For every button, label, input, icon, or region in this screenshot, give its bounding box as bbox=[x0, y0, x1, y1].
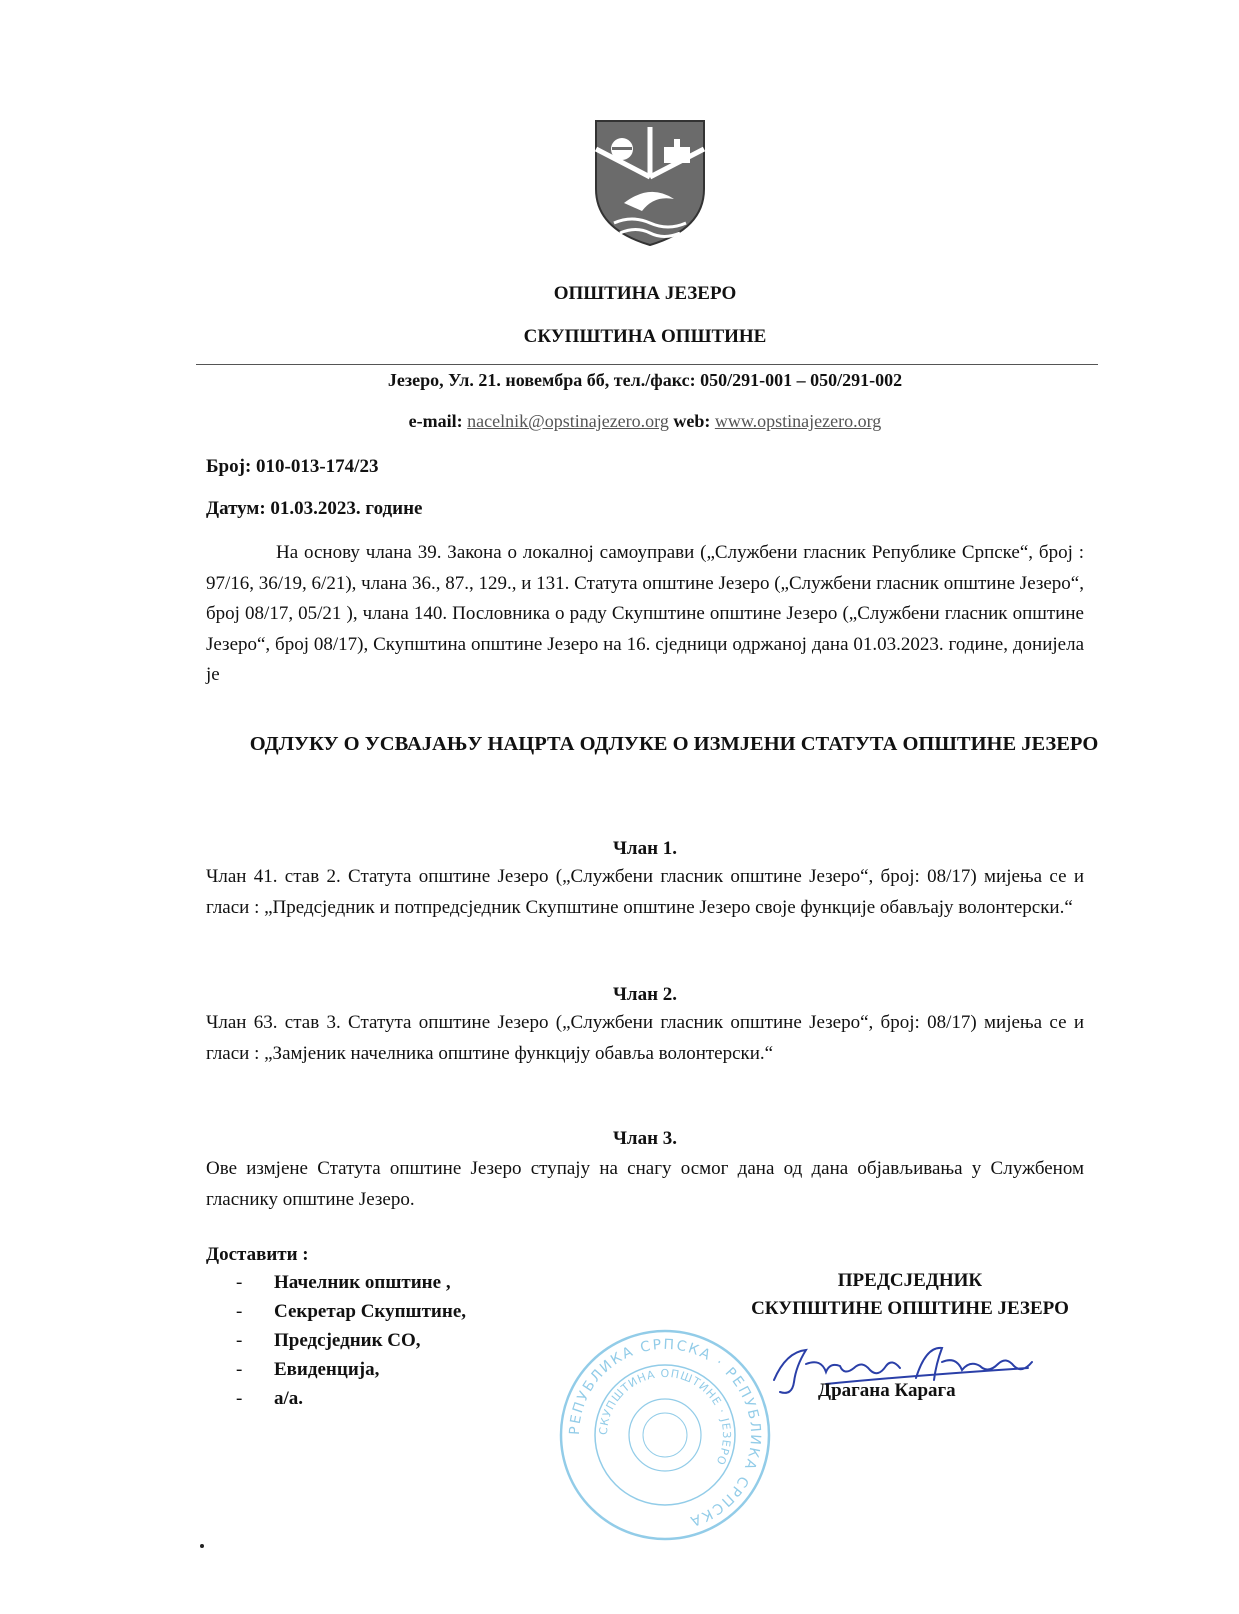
coat-of-arms-logo bbox=[594, 119, 706, 247]
delivery-list bbox=[236, 1268, 466, 1413]
decision-title: ОДЛУКУ О УСВАЈАЊУ НАЦРТА ОДЛУКЕ О ИЗМЈЕНИ СТАТУТА ОПШТИНЕ ЈЕЗЕРО bbox=[249, 733, 1099, 755]
svg-text:СКУПШТИНА ОПШТИНЕ · ЈЕЗЕРО: СКУПШТИНА ОПШТИНЕ · ЈЕЗЕРО bbox=[596, 1366, 734, 1468]
address-line: Језеро, Ул. 21. новембра бб, тел./факс: 050/291-001 – 050/291-002 bbox=[387, 370, 903, 390]
article-2-text: Члан 63. став 3. Статута општине Језеро („Службени гласник општине Језеро“, број: 08/17) мијења се и гласи : „Замјеник начелника општине функцију обавља волонтерски.“ bbox=[206, 1012, 1084, 1064]
web-label: web: bbox=[673, 411, 711, 431]
svg-text:РЕПУБЛИКА СРПСКА · РЕПУБЛИКА С: РЕПУБЛИКА СРПСКА · РЕПУБЛИКА СРПСКА bbox=[566, 1336, 764, 1530]
intro-paragraph: На основу члана 39. Закона о локалној самоуправи („Службени гласник Републике Српске“, број : 97/16, 36/19, 6/21), члана 36., 87., 129., и 131. Статута општине Језеро („Службени гласник општине Језеро“, број 08/17, 05/21 ), члана 140. Пословника о раду Скупштине општине Језеро („Службени гласник општине Језеро“, број 08/17), Скупштина општине Језеро на 16. сједници одржаној дана 01.03.2023. године, донијела је bbox=[206, 542, 1084, 685]
web-link[interactable]: www.opstinajezero.org bbox=[714, 411, 882, 431]
scan-speck bbox=[200, 1544, 204, 1548]
document-number: Број: 010-013-174/23 bbox=[206, 456, 379, 477]
article-3-heading: Члан 3. bbox=[612, 1128, 678, 1149]
assembly-signature-title: СКУПШТИНЕ ОПШТИНЕ ЈЕЗЕРО bbox=[751, 1298, 1069, 1319]
delivery-item: - Евиденција, bbox=[236, 1359, 380, 1380]
delivery-item: - а/а. bbox=[236, 1388, 304, 1409]
email-label: e-mail: bbox=[408, 411, 463, 431]
delivery-item: - Предсједник СО, bbox=[236, 1330, 421, 1351]
article-1-heading: Члан 1. bbox=[612, 838, 678, 859]
contact-line bbox=[0, 411, 1239, 432]
president-title: ПРЕДСЈЕДНИК bbox=[837, 1270, 983, 1291]
municipality-title: ОПШТИНА ЈЕЗЕРО bbox=[553, 283, 737, 304]
header-divider bbox=[196, 364, 1098, 365]
delivery-item: - Секретар Скупштине, bbox=[236, 1301, 467, 1322]
delivery-item: - Начелник општине , bbox=[236, 1272, 451, 1293]
delivery-label: Доставити : bbox=[206, 1244, 309, 1265]
article-3-text: Ове измјене Статута општине Језеро ступају на снагу осмог дана од дана објављивања у Службеном гласнику општине Језеро. bbox=[206, 1158, 1084, 1210]
article-1-text: Члан 41. став 2. Статута општине Језеро („Службени гласник општине Језеро“, број: 08/17) мијења се и гласи : „Предсједник и потпредсједник Скупштине општине Језеро своје функције обављају волонтерски.“ bbox=[206, 866, 1084, 918]
assembly-title: СКУПШТИНА ОПШТИНЕ bbox=[523, 326, 767, 347]
article-2-heading: Члан 2. bbox=[612, 984, 678, 1005]
official-stamp bbox=[558, 1328, 772, 1542]
signatory-name: Драгана Карага bbox=[818, 1380, 956, 1401]
document-date: Датум: 01.03.2023. године bbox=[206, 498, 423, 519]
email-link[interactable]: nacelnik@opstinajezero.org bbox=[467, 411, 669, 431]
